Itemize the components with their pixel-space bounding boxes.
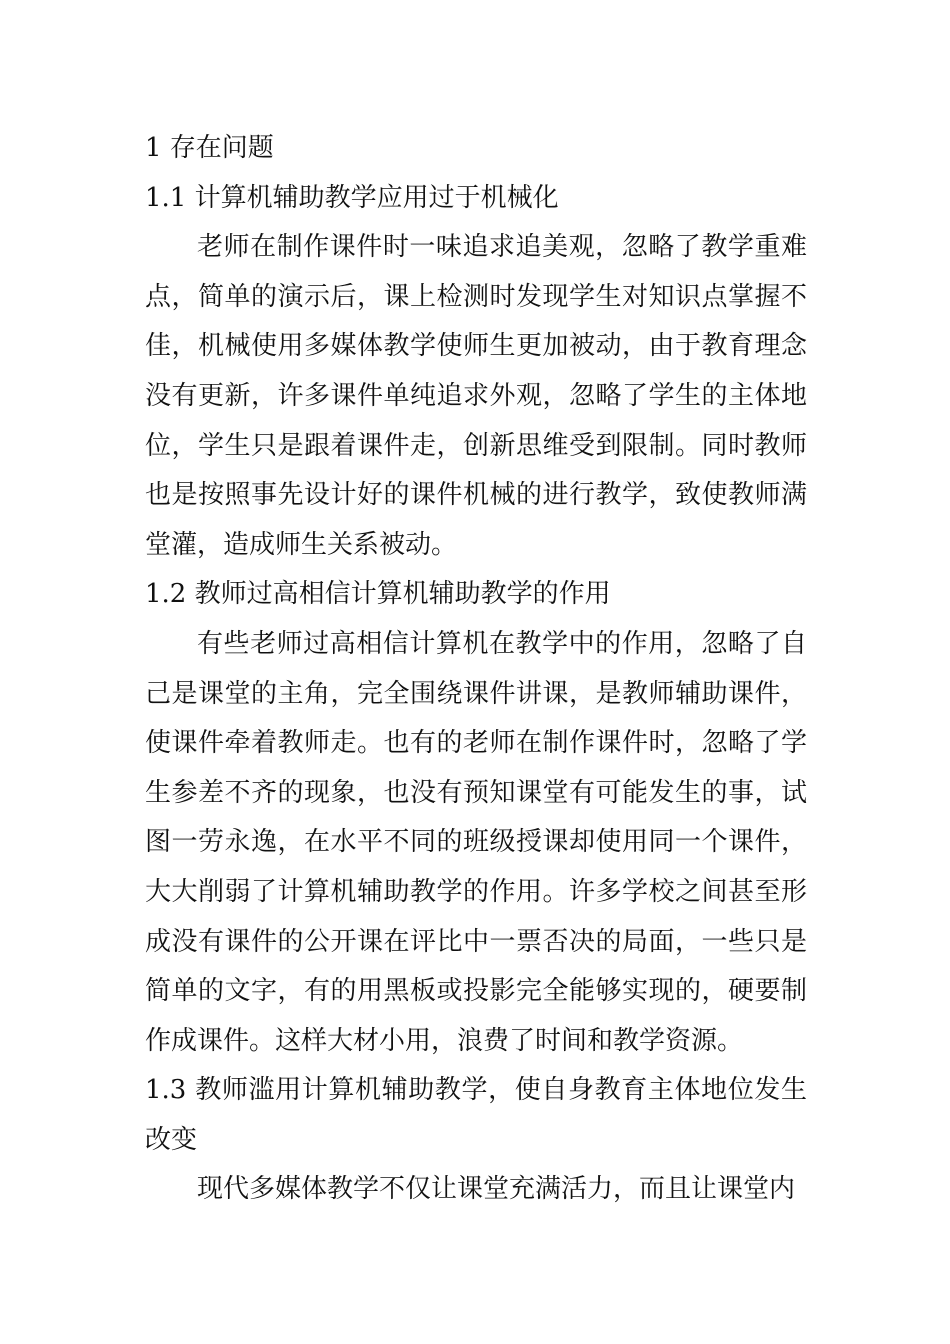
- section-1-1-paragraph: 老师在制作课件时一味追求追美观，忽略了教学重难点，简单的演示后，课上检测时发现学生对知识点掌握不佳，机械使用多媒体教学使师生更加被动，由于教育理念没有更新，许多课件单纯追求外观，忽略了学生的主体地位，学生只是跟着课件走，创新思维受到限制。同时教师也是按照事先设计好的课件机械的进行教学，致使教师满堂灌，造成师生关系被动。: [145, 232, 807, 560]
- section-1-3-title: 1.3 教师滥用计算机辅助教学，使自身教育主体地位发生改变: [145, 1075, 807, 1155]
- section-1-2-paragraph: 有些老师过高相信计算机在教学中的作用，忽略了自己是课堂的主角，完全围绕课件讲课，是教师辅助课件，使课件牵着教师走。也有的老师在制作课件时，忽略了学生参差不齐的现象，也没有预知课堂有可能发生的事，试图一劳永逸，在水平不同的班级授课却使用同一个课件，大大削弱了计算机辅助教学的作用。许多学校之间甚至形成没有课件的公开课在评比中一票否决的局面，一些只是简单的文字，有的用黑板或投影完全能够实现的，硬要制作成课件。这样大材小用，浪费了时间和教学资源。: [145, 628, 807, 1056]
- section-1-2-title: 1.2 教师过高相信计算机辅助教学的作用: [145, 579, 611, 610]
- section-1-1-title: 1.1 计算机辅助教学应用过于机械化: [145, 182, 559, 213]
- heading-1: 1 存在问题: [145, 133, 274, 163]
- section-1-3-paragraph: 现代多媒体教学不仅让课堂充满活力，而且让课堂内: [197, 1174, 796, 1205]
- document-body: [145, 124, 807, 1215]
